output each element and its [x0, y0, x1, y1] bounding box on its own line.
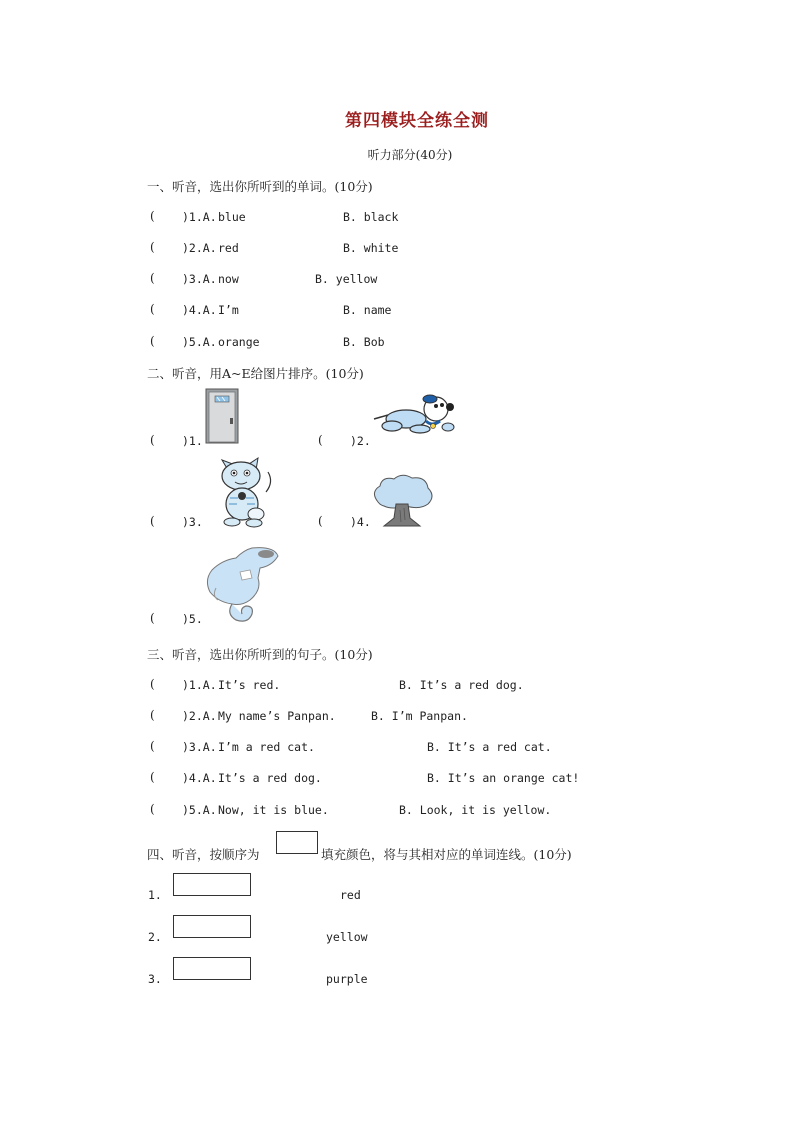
section3-heading: 三、听音，选出你所听到的句子。(10分)	[147, 647, 373, 662]
item-number: )4.A.	[182, 771, 217, 785]
answer-paren[interactable]: (	[150, 611, 155, 625]
color-word[interactable]: red	[340, 888, 361, 902]
option-a: I’m a red cat.	[218, 740, 315, 754]
answer-paren[interactable]: (	[318, 514, 323, 528]
option-a: blue	[218, 210, 246, 224]
answer-paren[interactable]: (	[150, 739, 155, 753]
color-fill-box[interactable]	[173, 873, 251, 896]
answer-paren[interactable]: (	[150, 708, 155, 722]
section2-heading: 二、听音，用A~E给图片排序。(10分)	[147, 366, 364, 381]
option-b: B. white	[343, 241, 399, 255]
section1-heading: 一、听音，选出你所听到的单词。(10分)	[147, 179, 373, 194]
item-number: )4.	[350, 515, 371, 529]
option-a: It’s a red dog.	[218, 771, 322, 785]
answer-paren[interactable]: (	[150, 302, 155, 316]
option-a: My name’s Panpan.	[218, 709, 336, 723]
option-b: B. Bob	[343, 335, 385, 349]
option-b: B. It’s a red cat.	[427, 740, 552, 754]
page-subtitle: 听力部分(40分)	[367, 148, 453, 162]
answer-paren[interactable]: (	[150, 802, 155, 816]
answer-paren[interactable]: (	[150, 209, 155, 223]
item-number: )5.A.	[182, 803, 217, 817]
item-number: )1.A.	[182, 678, 217, 692]
cat-icon	[208, 452, 278, 528]
item-number: 3.	[148, 972, 162, 986]
answer-paren[interactable]: (	[318, 433, 323, 447]
item-number: )2.A.	[182, 241, 217, 255]
color-word[interactable]: purple	[326, 972, 368, 986]
page-title: 第四模块全练全测	[345, 111, 489, 131]
color-fill-box[interactable]	[173, 957, 251, 980]
item-number: )1.A.	[182, 210, 217, 224]
option-a: red	[218, 241, 239, 255]
option-b: B. black	[343, 210, 399, 224]
option-a: It’s red.	[218, 678, 281, 692]
item-number: )3.A.	[182, 740, 217, 754]
option-b: B. Look, it is yellow.	[399, 803, 552, 817]
item-number: )2.A.	[182, 709, 217, 723]
item-number: )1.	[182, 434, 203, 448]
color-box-sample	[276, 831, 318, 854]
answer-paren[interactable]: (	[150, 433, 155, 447]
item-number: )2.	[350, 434, 371, 448]
option-a: now	[218, 272, 239, 286]
item-number: 2.	[148, 930, 162, 944]
option-a: orange	[218, 335, 260, 349]
option-b: B. It’s an orange cat!	[427, 771, 580, 785]
answer-paren[interactable]: (	[150, 271, 155, 285]
option-a: Now, it is blue.	[218, 803, 329, 817]
item-number: )3.A.	[182, 272, 217, 286]
answer-paren[interactable]: (	[150, 677, 155, 691]
item-number: )3.	[182, 515, 203, 529]
door-icon	[205, 388, 239, 444]
dog-icon	[370, 393, 458, 445]
option-b: B. It’s a red dog.	[399, 678, 524, 692]
item-number: 1.	[148, 888, 162, 902]
section4-heading-pre: 四、听音，按顺序为	[147, 847, 260, 862]
color-fill-box[interactable]	[173, 915, 251, 938]
option-b: B. yellow	[315, 272, 378, 286]
option-b: B. name	[343, 303, 392, 317]
answer-paren[interactable]: (	[150, 770, 155, 784]
item-number: )5.A.	[182, 335, 217, 349]
tree-icon	[370, 474, 436, 528]
item-number: )4.A.	[182, 303, 217, 317]
section4-heading-post: 填充颜色，将与其相对应的单词连线。(10分)	[321, 847, 572, 862]
answer-paren[interactable]: (	[150, 334, 155, 348]
answer-paren[interactable]: (	[150, 514, 155, 528]
answer-paren[interactable]: (	[150, 240, 155, 254]
color-word[interactable]: yellow	[326, 930, 368, 944]
chameleon-icon	[202, 544, 282, 626]
option-b: B. I’m Panpan.	[371, 709, 468, 723]
option-a: I’m	[218, 303, 239, 317]
item-number: )5.	[182, 612, 203, 626]
